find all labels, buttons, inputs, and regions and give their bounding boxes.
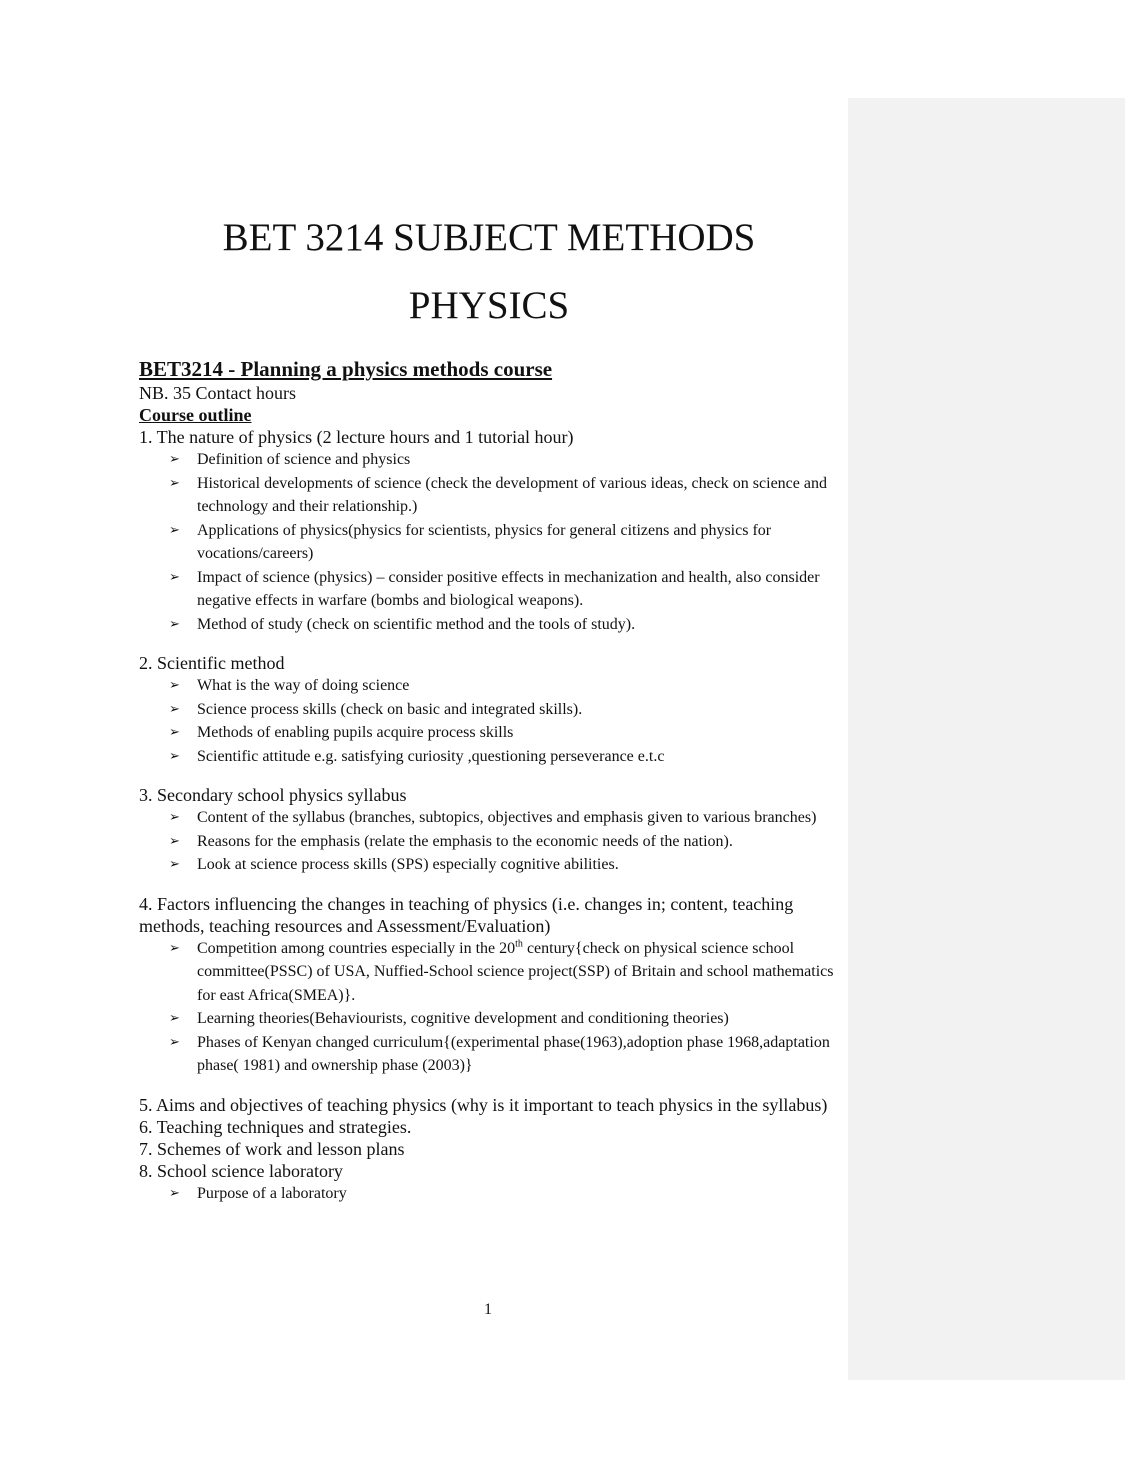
list-item xyxy=(169,613,839,637)
list-item-text: What is the way of doing science xyxy=(197,677,410,694)
list-item-text: Reasons for the emphasis (relate the emphasis to the economic needs of the nation). xyxy=(197,832,733,850)
page-number: 1 xyxy=(484,1301,492,1318)
list-item xyxy=(169,721,839,745)
course-heading: BET3214 - Planning a physics methods course xyxy=(139,357,553,381)
list-item xyxy=(169,830,839,854)
section-title-schemes-of-work: 7. Schemes of work and lesson plans xyxy=(139,1138,405,1159)
bullet-list xyxy=(139,806,839,877)
superscript-th: th xyxy=(515,938,523,950)
list-item-text: Definition of science and physics xyxy=(197,451,411,468)
arrow-bullet-icon: ➢ xyxy=(169,1034,180,1050)
list-item xyxy=(169,674,839,698)
section-title: 1. The nature of physics (2 lecture hours and 1 tutorial hour) xyxy=(139,427,574,447)
page-content xyxy=(139,212,839,1205)
document-title-line-2: PHYSICS xyxy=(408,284,570,327)
arrow-bullet-icon: ➢ xyxy=(169,810,180,825)
arrow-bullet-icon: ➢ xyxy=(169,701,180,717)
arrow-bullet-icon: ➢ xyxy=(169,678,180,693)
arrow-bullet-icon: ➢ xyxy=(169,833,180,849)
list-item-text: Impact of science (physics) – consider positive effects in mechanization and health, also consider negative effects in warfare (bombs and biological weapons). xyxy=(197,568,820,609)
list-item xyxy=(169,448,839,472)
course-outline-label: Course outline xyxy=(139,405,252,425)
list-item-text: Scientific attitude e.g. satisfying curiosity ,questioning perseverance e.t.c xyxy=(197,747,665,765)
list-item xyxy=(169,1007,839,1031)
list-item xyxy=(169,745,839,769)
arrow-bullet-icon: ➢ xyxy=(169,940,180,956)
arrow-bullet-icon: ➢ xyxy=(169,452,180,467)
arrow-bullet-icon: ➢ xyxy=(169,1185,180,1201)
list-item xyxy=(169,472,839,519)
arrow-bullet-icon: ➢ xyxy=(169,569,180,585)
list-item-text-after: century{check on physical science school committee(PSSC) of USA, Nuffied-School science project(SSP) of Britain and school mathematics for east Africa(SMEA)}. xyxy=(197,939,834,1004)
list-item-text-before: Competition among countries especially in the 20 xyxy=(197,939,516,957)
contact-hours: NB. 35 Contact hours xyxy=(139,383,296,403)
list-item-text: Historical developments of science (check the development of various ideas, check on science and technology and their relationship.) xyxy=(197,474,827,515)
list-item-text: Applications of physics(physics for scientists, physics for general citizens and physics for vocations/careers) xyxy=(197,521,772,562)
arrow-bullet-icon: ➢ xyxy=(169,857,180,872)
arrow-bullet-icon: ➢ xyxy=(169,616,180,632)
arrow-bullet-icon: ➢ xyxy=(169,725,180,740)
list-item-text: Method of study (check on scientific method and the tools of study). xyxy=(197,615,636,633)
section-factors-influencing-changes xyxy=(139,893,839,1078)
list-item-text: Science process skills (check on basic and integrated skills). xyxy=(197,700,583,718)
arrow-bullet-icon: ➢ xyxy=(169,1011,180,1026)
section-title: 2. Scientific method xyxy=(139,653,285,673)
list-item-text: Content of the syllabus (branches, subtopics, objectives and emphasis given to various branches) xyxy=(197,809,817,826)
section-aims-and-more xyxy=(139,1094,839,1206)
arrow-bullet-icon: ➢ xyxy=(169,475,180,491)
list-item xyxy=(169,698,839,722)
section-title-teaching-techniques: 6. Teaching techniques and strategies. xyxy=(139,1116,412,1137)
list-item-text: Phases of Kenyan changed curriculum{(experimental phase(1963),adoption phase 1968,adaptation phase( 1981) and ownership phase (2003)} xyxy=(197,1033,830,1074)
list-item xyxy=(169,1182,839,1206)
section-physics-syllabus xyxy=(139,784,839,877)
list-item-text: Methods of enabling pupils acquire process skills xyxy=(197,724,514,741)
list-item xyxy=(169,1031,839,1078)
list-item xyxy=(169,937,839,1008)
list-item-text: Purpose of a laboratory xyxy=(197,1184,347,1202)
document-title-line-1: BET 3214 SUBJECT METHODS xyxy=(222,216,756,259)
section-title: 4. Factors influencing the changes in teaching of physics (i.e. changes in; content, teaching methods, teaching resources and Assessment/Evaluation) xyxy=(139,893,794,936)
bullet-list xyxy=(139,937,839,1078)
bullet-list xyxy=(139,448,839,636)
list-item-text: Learning theories(Behaviourists, cognitive development and conditioning theories) xyxy=(197,1010,729,1027)
list-item xyxy=(169,853,839,877)
bullet-list xyxy=(139,674,839,768)
bullet-list xyxy=(139,1182,839,1206)
list-item-text: Look at science process skills (SPS) especially cognitive abilities. xyxy=(197,856,619,873)
section-title: 3. Secondary school physics syllabus xyxy=(139,785,407,805)
section-title-aims: 5. Aims and objectives of teaching physics (why is it important to teach physics in the syllabus) xyxy=(139,1094,828,1115)
arrow-bullet-icon: ➢ xyxy=(169,748,180,764)
arrow-bullet-icon: ➢ xyxy=(169,522,180,538)
list-item xyxy=(169,519,839,566)
section-nature-of-physics xyxy=(139,426,839,636)
comment-pane xyxy=(848,98,1125,1380)
list-item xyxy=(169,566,839,613)
section-scientific-method xyxy=(139,652,839,768)
section-title-laboratory: 8. School science laboratory xyxy=(139,1160,343,1181)
list-item xyxy=(169,806,839,830)
